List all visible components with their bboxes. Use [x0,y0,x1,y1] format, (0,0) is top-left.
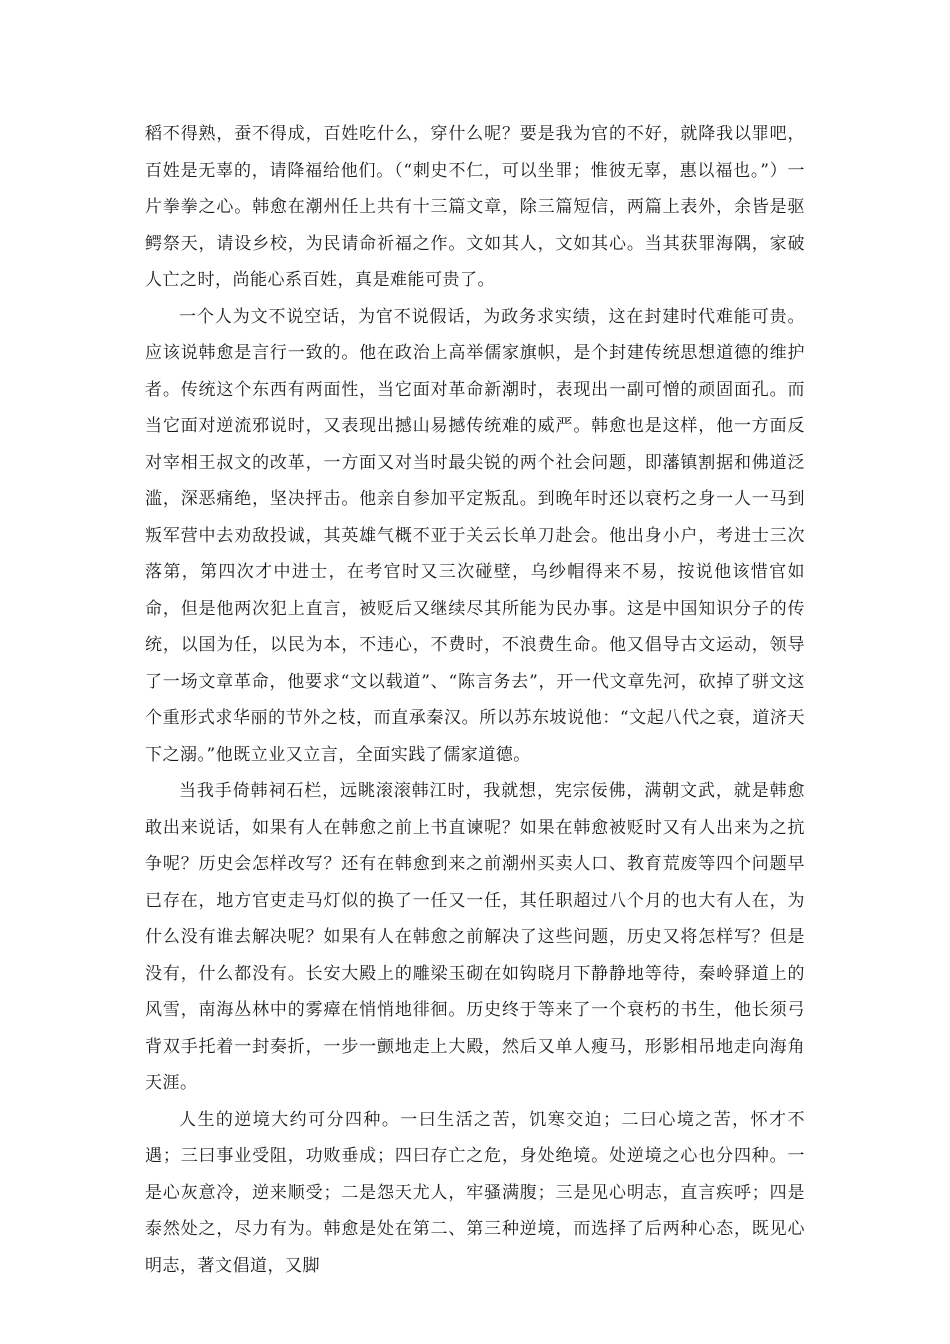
paragraph-continuation: 稻不得熟，蚕不得成，百姓吃什么，穿什么呢？要是我为官的不好，就降我以罪吧，百姓是无辜的，请降福给他们。（“刺史不仁，可以坐罪；惟彼无辜，惠以福也。”）一片拳拳之心。韩愈在潮州任上共有十三篇文章，除三篇短信，两篇上表外，余皆是驱鳄祭天，请设乡校，为民请命祈福之作。文如其人，文如其心。当其获罪海隅，家破人亡之时，尚能心系百姓，真是难能可贵了。 [145,124,805,290]
paragraph: 当我手倚韩祠石栏，远眺滚滚韩江时，我就想，宪宗佞佛，满朝文武，就是韩愈敢出来说话，如果有人在韩愈之前上书直谏呢？如果在韩愈被贬时又有人出来为之抗争呢？历史会怎样改写？还有在韩愈到来之前潮州买卖人口、教育荒废等四个问题早已存在，地方官吏走马灯似的换了一任又一任，其任职超过八个月的也大有人在，为什么没有谁去解决呢？如果有人在韩愈之前解决了这些问题，历史又将怎样写？但是没有，什么都没有。长安大殿上的雕梁玉砌在如钩晓月下静静地等待，秦岭驿道上的风雪，南海丛林中的雾瘴在悄悄地徘徊。历史终于等来了一个衰朽的书生，他长须弓背双手托着一封奏折，一步一颤地走上大殿，然后又单人瘦马，形影相吊地走向海角天涯。 [145,781,805,1093]
paragraph: 人生的逆境大约可分四种。一曰生活之苦，饥寒交迫；二曰心境之苦，怀才不遇；三曰事业受阻，功败垂成；四曰存亡之危，身处绝境。处逆境之心也分四种。一是心灰意冷，逆来顺受；二是怨天尤人，牢骚满腹；三是见心明志，直言疾呼；四是泰然处之，尽力有为。韩愈是处在第二、第三种逆境，而选择了后两种心态，既见心明志，著文倡道，又脚 [145,1109,805,1276]
paragraph: 一个人为文不说空话，为官不说假话，为政务求实绩，这在封建时代难能可贵。应该说韩愈是言行一致的。他在政治上高举儒家旗帜，是个封建传统思想道德的维护者。传统这个东西有两面性，当它面对革命新潮时，表现出一副可憎的顽固面孔。而当它面对逆流邪说时，又表现出撼山易撼传统难的威严。韩愈也是这样，他一方面反对宰相王叔文的改革，一方面又对当时最尖锐的两个社会问题，即藩镇割据和佛道泛滥，深恶痛绝，坚决抨击。他亲自参加平定叛乱。到晚年时还以衰朽之身一人一马到叛军营中去劝敌投诚，其英雄气概不亚于关云长单刀赴会。他出身小户，考进士三次落第，第四次才中进士，在考官时又三次碰壁，乌纱帽得来不易，按说他该惜官如命，但是他两次犯上直言，被贬后又继续尽其所能为民办事。这是中国知识分子的传统，以国为任，以民为本，不违心，不费时，不浪费生命。他又倡导古文运动，领导了一场文章革命，他要求“文以载道”、“陈言务去”，开一代文章先河，砍掉了骈文这个重形式求华丽的节外之枝，而直承秦汉。所以苏东坡说他：“文起八代之衰，道济天下之溺。”他既立业又立言，全面实践了儒家道德。 [145,306,805,765]
article-body [145,116,805,1284]
